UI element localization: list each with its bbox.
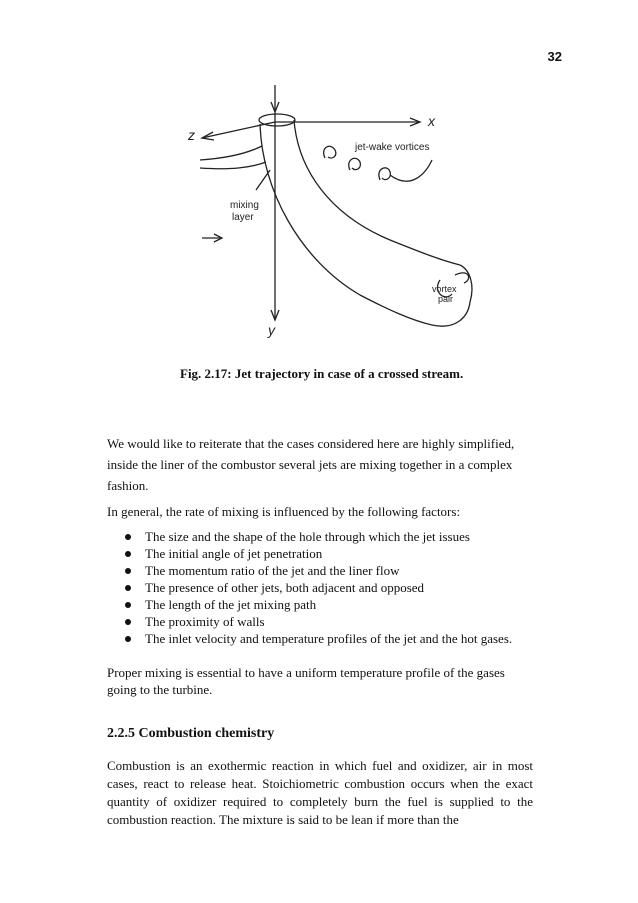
section-heading: 2.2.5 Combustion chemistry	[107, 726, 275, 741]
z-axis-label: z	[188, 127, 195, 143]
paragraph-simplified-cases: We would like to reiterate that the cases considered here are highly simplified, inside the liner of the combustor several jets are mixing together in a complex fashion.	[107, 436, 515, 493]
figure-caption: Fig. 2.17: Jet trajectory in case of a crossed stream.	[180, 366, 464, 381]
mixing-label: mixing	[230, 200, 259, 211]
list-item: The size and the shape of the hole through which the jet issues	[125, 528, 545, 545]
list-item: The inlet velocity and temperature profiles of the jet and the hot gases.	[125, 630, 545, 647]
bullet-icon	[125, 568, 131, 574]
mixing-factors-list	[125, 528, 545, 647]
list-item: The presence of other jets, both adjacent and opposed	[125, 579, 545, 596]
paragraph-mixing-factors-intro: In general, the rate of mixing is influenced by the following factors:	[107, 504, 461, 519]
bullet-icon	[125, 636, 131, 642]
x-axis-label: x	[428, 113, 435, 129]
list-item: The momentum ratio of the jet and the liner flow	[125, 562, 545, 579]
list-item: The length of the jet mixing path	[125, 596, 545, 613]
page-number: 32	[547, 49, 562, 64]
jet-wake-vortex-2	[349, 158, 361, 170]
list-item: The initial angle of jet penetration	[125, 545, 545, 562]
paragraph-combustion: Combustion is an exothermic reaction in which fuel and oxidizer, air in most cases, react to release heat. Stoichiometric combustion occurs when the exact quantity of oxidizer required to completely burn the fuel is supplied to the combustion reaction. The mixture is said to be lean if more than the	[107, 758, 533, 827]
vortex-label: vortex	[432, 284, 457, 294]
y-axis-label: y	[268, 322, 275, 338]
bullet-icon	[125, 585, 131, 591]
jet-nozzle	[259, 114, 295, 126]
jet-trajectory-figure	[170, 80, 490, 340]
list-item: The proximity of walls	[125, 613, 545, 630]
pair-label: pair	[438, 294, 454, 304]
bullet-icon	[125, 619, 131, 625]
mixing-layer-pointer	[256, 170, 270, 190]
jet-plume-lower	[260, 124, 432, 325]
jet-wake-vortex-1	[324, 146, 336, 158]
layer-label: layer	[232, 212, 254, 223]
bullet-icon	[125, 602, 131, 608]
jet-wake-tail	[390, 160, 432, 181]
jet-wake-vortex-3	[379, 168, 390, 180]
jet-wake-vortices-label: jet-wake vortices	[355, 142, 430, 153]
paragraph-proper-mixing: Proper mixing is essential to have a uniform temperature profile of the gases going to the turbine.	[107, 665, 505, 697]
crossflow-line-1	[200, 146, 262, 160]
bullet-icon	[125, 534, 131, 540]
crossflow-line-2	[200, 162, 266, 169]
bullet-icon	[125, 551, 131, 557]
